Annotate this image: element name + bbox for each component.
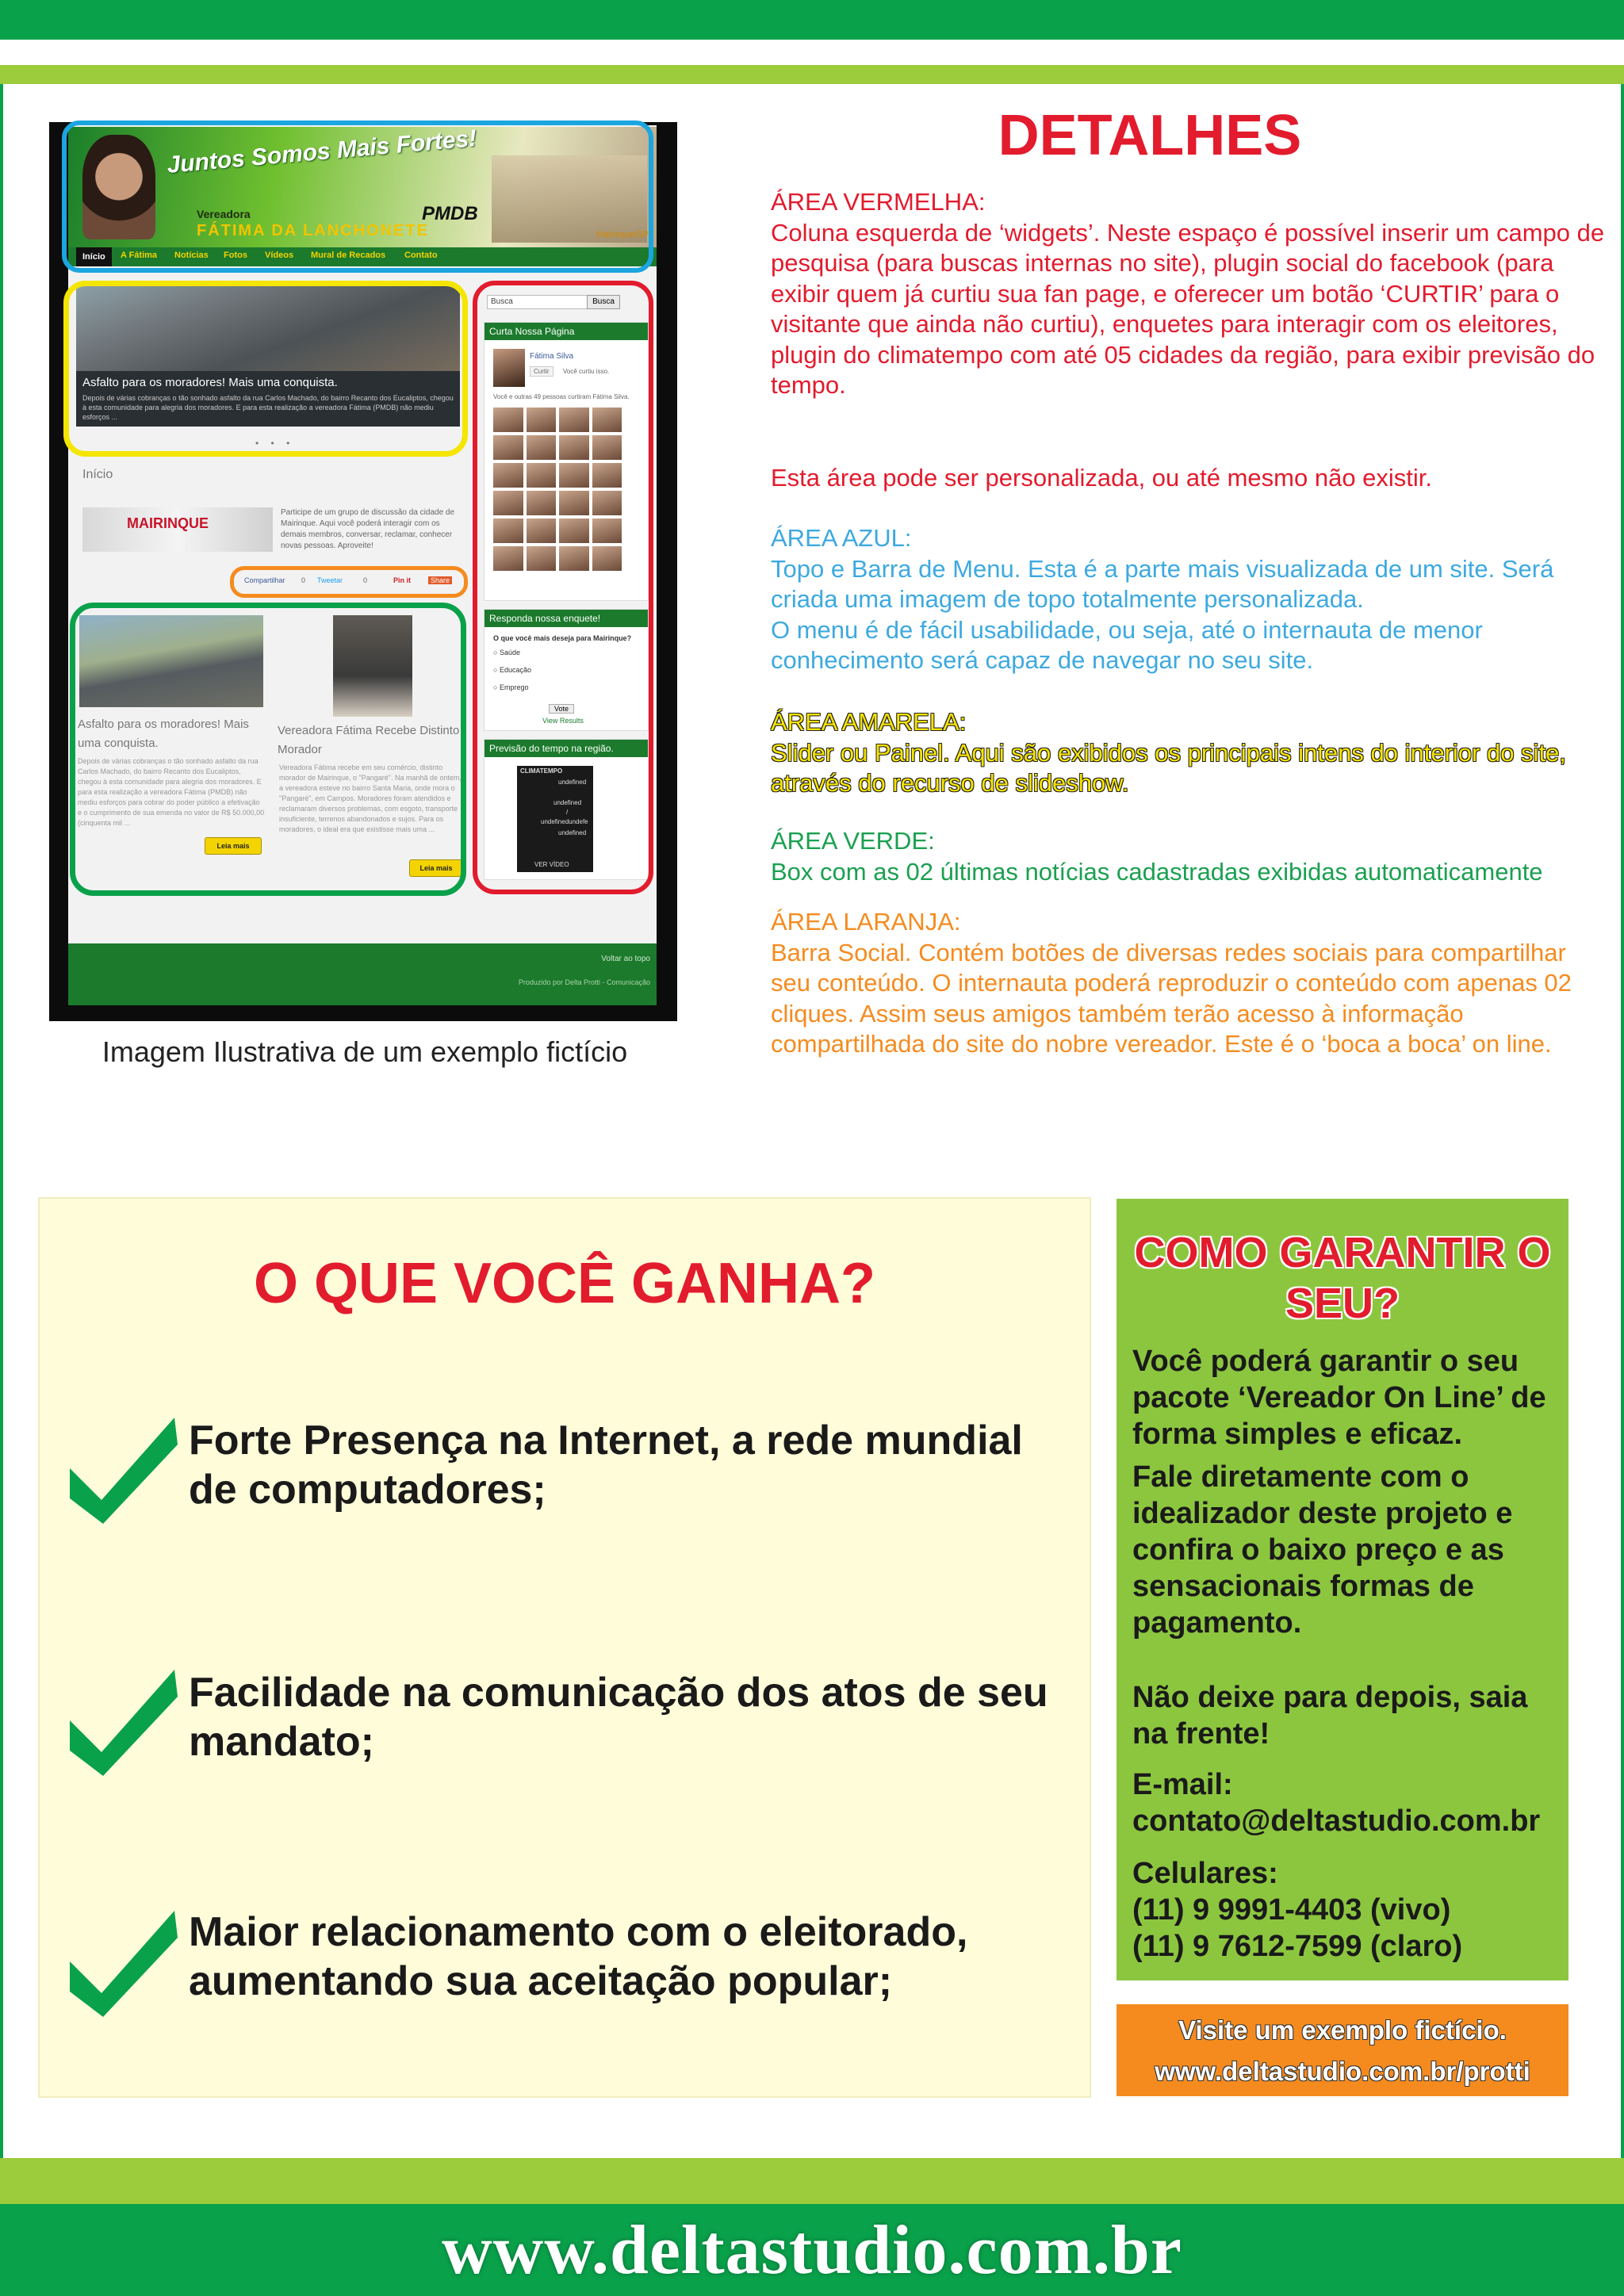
- bottom-band-light: [0, 2158, 1624, 2204]
- share-facebook-button[interactable]: Compartilhar: [244, 576, 285, 584]
- details-green-text: Box com as 02 últimas notícias cadastradas exibidas automaticamente: [771, 857, 1543, 886]
- highlight-orange-area: [230, 566, 468, 598]
- benefit-item: Facilidade na comunicação dos atos de seu mandato;: [189, 1670, 1048, 1765]
- details-blue-text2: O menu é de fácil usabilidade, ou seja, até o internauta de menor conhecimento será capaz de navegar no seu site.: [771, 615, 1483, 674]
- highlight-yellow-area: [63, 281, 468, 457]
- details-red-note: Esta área pode ser personalizada, ou até mesmo não existir.: [771, 464, 1433, 492]
- mockup-footer: [68, 943, 657, 1005]
- contact-paragraph-1: Você poderá garantir o seu pacote ‘Vereador On Line’ de forma simples e eficaz.: [1132, 1345, 1546, 1451]
- share-twitter-button[interactable]: Tweetar: [317, 576, 343, 584]
- fb-like-count: Você e outras 49 pessoas curtiram Fátima Silva.: [493, 393, 630, 400]
- mockup-caption: Imagem Ilustrativa de um exemplo fictício: [102, 1035, 628, 1068]
- highlight-red-area: [473, 281, 653, 894]
- nav-fotos[interactable]: Fotos: [224, 251, 247, 260]
- mockup-city: Mairinque/SP: [596, 230, 649, 239]
- news1-read-more-button[interactable]: Leia mais: [205, 837, 262, 855]
- poll-option-label: Saúde: [499, 649, 520, 656]
- poll-option-label: Emprego: [499, 683, 529, 691]
- poll-option-educacao[interactable]: ○ Educação: [493, 666, 531, 674]
- facebook-widget-head: Curta Nossa Página: [485, 323, 648, 340]
- fb-you-liked: Você curtiu isso.: [563, 368, 610, 375]
- benefit-item: Maior relacionamento com o eleitorado, aumentando sua aceitação popular;: [189, 1909, 968, 2004]
- weather-widget-head: Previsão do tempo na região.: [485, 740, 648, 757]
- details-orange-label: ÁREA LARANJA:: [771, 908, 961, 936]
- left-border: [0, 84, 3, 2158]
- poll-option-emprego[interactable]: ○ Emprego: [493, 683, 529, 691]
- example-line: Visite um exemplo fictício.: [1178, 2015, 1507, 2045]
- mockup-candidate-name: FÁTIMA DA LANCHONETE: [197, 222, 429, 239]
- weather-video-link[interactable]: VER VÍDEO: [534, 861, 569, 868]
- contact-paragraph-3: Não deixe para depois, saia na frente!: [1132, 1681, 1528, 1751]
- footer-website-link[interactable]: www.deltastudio.com.br: [442, 2212, 1182, 2289]
- slider-text: Depois de várias cobranças o tão sonhado asfalto da rua Carlos Machado, do bairro Recanto dos Eucaliptos, chegou à esta comunidade para alegria dos moradores. E para esta realização a vereadora Fátima (PMDB) não mediu esforços ...: [82, 394, 454, 421]
- poll-option-label: Educação: [499, 666, 531, 674]
- weather-value: undefined: [553, 799, 582, 806]
- benefits-title: O QUE VOCÊ GANHA?: [253, 1252, 876, 1315]
- phone-claro: (11) 9 7612-7599 (claro): [1132, 1930, 1463, 1963]
- news1-title[interactable]: Asfalto para os moradores! Mais uma conquista.: [78, 718, 249, 750]
- climatempo-brand: CLIMATEMPO: [520, 767, 563, 775]
- nav-contato[interactable]: Contato: [404, 251, 438, 260]
- top-band-dark: [0, 0, 1624, 40]
- banner-label: MAIRINQUE: [127, 515, 209, 531]
- poll-results-link[interactable]: View Results: [542, 717, 584, 725]
- nav-videos[interactable]: Vídeos: [265, 251, 294, 260]
- contact-paragraph-2: Fale diretamente com o idealizador deste projeto e confira o baixo preço e as sensacionais formas de pagamento.: [1132, 1460, 1513, 1640]
- weather-value: undefined: [558, 779, 587, 786]
- news1-text: Depois de várias cobranças o tão sonhado asfalto da rua Carlos Machado, do bairro Recanto dos Eucaliptos, chegou à esta comunidade para alegria dos moradores. E para esta realização a vereadora Fátima (PMDB) não mediu esforços para cobrar do poder público a efetivação e o cumprimento de sua emenda no valor de R$ 50.000,00 (cinquenta mil ...: [78, 757, 265, 827]
- check-icon: [67, 1906, 178, 2017]
- details-green: [771, 826, 1611, 887]
- news2-text: Vereadora Fátima recebe em seu comércio, distinto morador de Mairinque, o "Pangaré". Na manhã de ontem, a vereadora esteve no bairro Santa Maria, onde mora o "Pangaré", em Campos. Moradores foram atendidos e reclamaram diversos problemas, com esgoto, transporte insuficiente, terrenos abandonados e sujos. Para os moradores, o ideal era que existisse mais uma ...: [279, 763, 462, 833]
- details-blue: [771, 523, 1611, 676]
- mockup-slogan: Juntos Somos Mais Fortes!: [166, 124, 478, 179]
- weather-value: undefinedundefe: [541, 818, 588, 825]
- phones-label: Celulares:: [1132, 1857, 1278, 1890]
- nav-mural[interactable]: Mural de Recados: [311, 251, 386, 260]
- details-red: [771, 187, 1611, 401]
- mockup-search-button[interactable]: Busca: [587, 295, 620, 309]
- details-green-label: ÁREA VERDE:: [771, 827, 935, 855]
- check-icon: [67, 1413, 178, 1524]
- share-count-twitter: 0: [363, 576, 368, 584]
- details-orange-text: Barra Social. Contém botões de diversas redes sociais para compartilhar seu conteúdo. O internauta poderá reproduzir o conteúdo com apenas 02 cliques. Assim seus amigos também terão acesso à informação compartilhada do site do nobre vereador. Este é o ‘boca a boca’ on line.: [771, 938, 1572, 1058]
- share-count-facebook: 0: [301, 576, 306, 584]
- details-yellow: [771, 707, 1611, 799]
- highlight-blue-area: [62, 121, 653, 273]
- right-border: [1621, 84, 1624, 2158]
- details-blue-text: Topo e Barra de Menu. Esta é a parte mais visualizada de um site. Será criada uma imagem de topo totalmente personalizada.: [771, 554, 1554, 613]
- share-generic-button[interactable]: Share: [428, 576, 452, 584]
- highlight-green-area: [70, 603, 466, 896]
- produced-by: Produzido por Delta Protti - Comunicação: [518, 978, 650, 986]
- details-red-text: Coluna esquerda de ‘widgets’. Neste espaço é possível inserir um campo de pesquisa (para buscas internas no site), plugin social do facebook (para exibir quem já curtiu sua fan page, e oferecer um botão ‘CURTIR’ para o visitante que ainda não curtiu), enquetes para interagir com os eleitores, plugin do climatempo com até 05 cidades da região, para exibir previsão do tempo.: [771, 218, 1605, 399]
- check-icon: [67, 1665, 178, 1776]
- details-yellow-text: Slider ou Painel. Aqui são exibidos os principais intens do interior do site, através do recurso de slideshow.: [771, 738, 1566, 797]
- top-band-light: [0, 65, 1624, 84]
- party-logo: PMDB: [422, 203, 478, 224]
- nav-inicio[interactable]: Início: [76, 247, 112, 266]
- email-label: E-mail:: [1132, 1768, 1233, 1801]
- fb-page-name[interactable]: Fátima Silva: [530, 352, 574, 361]
- details-red-label: ÁREA VERMELHA:: [771, 188, 986, 216]
- details-blue-label: ÁREA AZUL:: [771, 524, 912, 552]
- fb-like-button[interactable]: Curtir: [530, 366, 553, 377]
- details-yellow-label: ÁREA AMARELA:: [771, 708, 967, 736]
- nav-a-fatima[interactable]: A Fátima: [121, 251, 158, 260]
- example-link[interactable]: www.deltastudio.com.br/protti: [1155, 2057, 1530, 2086]
- email-link[interactable]: contato@deltastudio.com.br: [1132, 1804, 1541, 1838]
- phone-vivo: (11) 9 9991-4403 (vivo): [1132, 1893, 1451, 1927]
- weather-value: undefined: [558, 829, 587, 836]
- poll-vote-button[interactable]: Vote: [549, 704, 574, 714]
- poll-option-saude[interactable]: ○ Saúde: [493, 649, 520, 656]
- news2-read-more-button[interactable]: Leia mais: [409, 859, 463, 877]
- group-text: Participe de um grupo de discussão da cidade de Mairinque. Aqui você poderá interagir com os demais membros, conversar, reclamar, conhecer novas pessoas. Aproveite!: [281, 508, 455, 550]
- slider-dots[interactable]: • • •: [255, 438, 295, 449]
- weather-value: /: [566, 809, 569, 816]
- news2-title[interactable]: Vereadora Fátima Recebe Distinto Morador: [278, 724, 460, 756]
- breadcrumb: Início: [82, 468, 113, 481]
- nav-noticias[interactable]: Notícias: [174, 251, 209, 260]
- details-title: DETALHES: [998, 104, 1302, 167]
- slider-title[interactable]: Asfalto para os moradores! Mais uma conquista.: [82, 376, 338, 389]
- poll-question: O que você mais deseja para Mairinque?: [493, 634, 632, 642]
- mockup-role: Vereadora: [197, 208, 251, 220]
- mockup-search-input[interactable]: Busca: [487, 295, 619, 309]
- benefit-item: Forte Presença na Internet, a rede mundial de computadores;: [189, 1418, 1023, 1513]
- poll-widget-head: Responda nossa enquete!: [485, 610, 648, 627]
- back-to-top-link[interactable]: Voltar ao topo: [601, 955, 650, 963]
- details-orange: [771, 907, 1611, 1060]
- contact-title: COMO GARANTIR O SEU?: [1134, 1229, 1551, 1327]
- share-pinterest-button[interactable]: Pin it: [393, 576, 411, 584]
